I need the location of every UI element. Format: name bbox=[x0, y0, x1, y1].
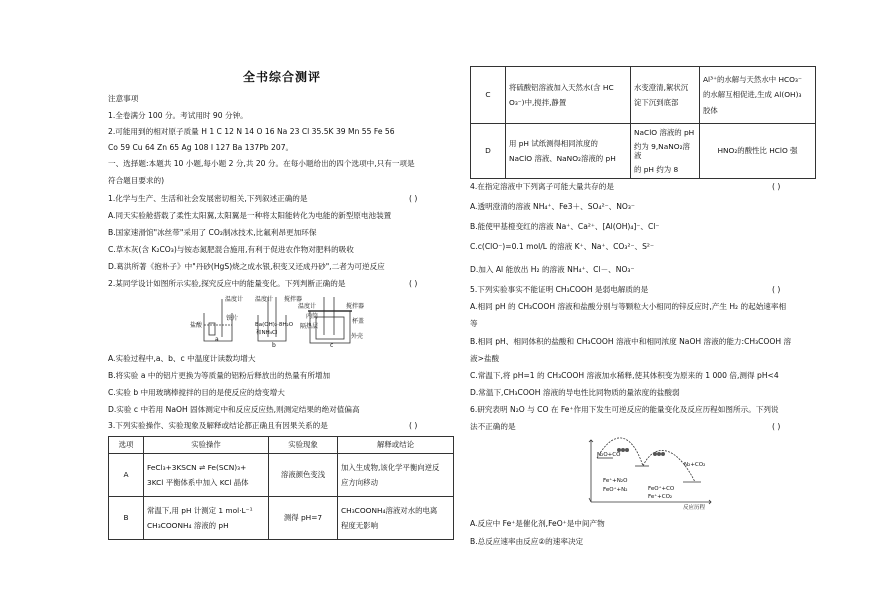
q6-option-b: B.总反应速率由反应②的速率决定 bbox=[470, 537, 584, 546]
table-cell bbox=[338, 454, 454, 497]
cell-line: Al³⁺的水解与天然水中 HCO₃⁻ bbox=[703, 75, 802, 85]
q5-option-c: C.常温下,将 pH=1 的 CH₃COOH 溶液加水稀释,使其体积变为原来的 1 000 倍,测得 pH<4 bbox=[470, 371, 779, 380]
q6-label-mid3: FeO⁺+CO bbox=[648, 486, 675, 492]
fig-label-reagent: Ba(OH)₂·8H₂O bbox=[255, 322, 294, 328]
q2-option-a: A.实验过程中,a、b、c 中温度计读数均增大 bbox=[108, 354, 256, 363]
fig-label-cup: 杯盖 bbox=[352, 318, 365, 325]
fig-label-thermo2: 温度计 bbox=[255, 296, 274, 303]
fig-label-iron: 铁片 bbox=[226, 315, 239, 322]
fig-label-outer: 外壳 bbox=[351, 333, 364, 340]
table-cell: A bbox=[109, 454, 144, 497]
table-cell bbox=[144, 454, 269, 497]
q2-option-c: C.实验 b 中用玻璃棒搅拌的目的是使反应的焓变增大 bbox=[108, 388, 285, 397]
notice-line3: Co 59 Cu 64 Zn 65 Ag 108 I 127 Ba 137Pb 207。 bbox=[108, 143, 294, 152]
cell-line: 淀下沉到底部 bbox=[634, 98, 679, 107]
q5-option-b-line2: 液>盐酸 bbox=[470, 354, 500, 363]
q5-stem: 5.下列实验事实不能证明 CH₃COOH 是弱电解质的是 bbox=[470, 285, 649, 294]
cell-line: CH₃COONH₄溶液对水的电离 bbox=[341, 505, 438, 515]
fig-label-stirrer2: 搅拌器 bbox=[346, 303, 365, 310]
cell-line: 程度无影响 bbox=[341, 521, 378, 530]
q6-x-axis-label: 反应历程 bbox=[683, 505, 706, 511]
q1-option-c: C.草木灰(含 K₂CO₃)与铵态氮肥混合施用,有利于促进农作物对肥料的吸收 bbox=[108, 245, 354, 254]
section-heading-line2: 符合题目要求的) bbox=[108, 176, 165, 185]
fig-label-nh4cl: 和NH₄Cl bbox=[256, 330, 278, 336]
notice-line2: 2.可能用到的相对原子质量 H 1 C 12 N 14 O 16 Na 23 Cl 35.5K 39 Mn 55 Fe 56 bbox=[108, 127, 395, 136]
q4-paren: ( ) bbox=[772, 182, 781, 191]
q1-stem: 1.化学与生产、生活和社会发展密切相关,下列叙述正确的是 bbox=[108, 194, 308, 203]
table-cell bbox=[338, 497, 454, 540]
table-cell bbox=[506, 124, 631, 179]
table-header: 实验操作 bbox=[144, 437, 269, 454]
table-cell: D bbox=[471, 124, 506, 179]
cell-line: 常温下,用 pH 计测定 1 mol·L⁻¹ bbox=[147, 505, 253, 515]
cell-line: 将硫酸铝溶液加入天然水(含 HC bbox=[509, 82, 614, 92]
cell-line: O₃⁻)中,搅拌,静置 bbox=[509, 98, 567, 107]
table-cell bbox=[506, 67, 631, 124]
cell-line: 的 pH 约为 8 bbox=[634, 165, 679, 175]
table-header: 实验现象 bbox=[269, 437, 338, 454]
q5-option-d: D.常温下,CH₃COOH 溶液的导电性比同物质的量浓度的盐酸弱 bbox=[470, 388, 680, 397]
q4-stem: 4.在指定溶液中下列离子可能大量共存的是 bbox=[470, 182, 614, 191]
q4-option-a: A.透明澄清的溶液 NH₄⁺、Fe3＋、SO₄²⁻、NO₃⁻ bbox=[470, 202, 635, 211]
q3-table-continued bbox=[470, 66, 816, 179]
table-row bbox=[109, 454, 454, 497]
table-row bbox=[471, 67, 816, 124]
q6-label-left: N₂O+CO bbox=[597, 452, 621, 458]
cell-line: 水变澄清,絮状沉 bbox=[634, 82, 689, 92]
notice-line1: 1.全卷满分 100 分。考试用时 90 分钟。 bbox=[108, 111, 248, 120]
page-title: 全书综合测评 bbox=[243, 70, 322, 84]
fig-label-thermo1: 温度计 bbox=[225, 296, 244, 303]
table-row bbox=[471, 124, 816, 179]
q2-stem: 2.某同学设计如图所示实验,探究反应中的能量变化。下列判断正确的是 bbox=[108, 279, 346, 288]
cell-line: FeCl₃+3KSCN ⇌ Fe(SCN)₃+ bbox=[147, 462, 247, 472]
cell-line: NaClO 溶液、NaNO₂溶液的 pH bbox=[509, 154, 616, 163]
table-cell: 测得 pH=7 bbox=[269, 497, 338, 540]
fig-label-b: b bbox=[272, 342, 276, 349]
q6-stem-line2: 法不正确的是 bbox=[470, 422, 516, 431]
q6-label-mid1: Fe⁺+N₂O bbox=[603, 478, 628, 484]
notice-heading: 注意事项 bbox=[108, 94, 139, 103]
table-header: 选项 bbox=[109, 437, 144, 454]
table-cell: 溶液颜色变浅 bbox=[269, 454, 338, 497]
q5-option-a-line1: A.相同 pH 的 CH₃COOH 溶液和盐酸分别与等颗粒大小相同的锌反应时,产生 H₂ 的起始速率相 bbox=[470, 302, 787, 311]
cell-line: NaClO 溶液的 pH bbox=[634, 127, 695, 137]
energy-curve bbox=[597, 438, 695, 482]
q3-stem: 3.下列实验操作、实验现象及解释或结论都正确且有因果关系的是 bbox=[108, 421, 328, 430]
fig-label-a: a bbox=[215, 336, 219, 343]
q1-paren: ( ) bbox=[409, 194, 418, 203]
table-cell bbox=[631, 67, 700, 124]
q1-option-b: B.国家速滑馆"冰丝带"采用了 CO₂制冰技术,比氟利昂更加环保 bbox=[108, 228, 317, 237]
cell-line: 3KCl 平衡体系中加入 KCl 晶体 bbox=[147, 478, 249, 487]
table-cell bbox=[700, 67, 816, 124]
cell-line: 应方向移动 bbox=[341, 478, 378, 487]
table-cell: C bbox=[471, 67, 506, 124]
q4-option-b: B.能使甲基橙变红的溶液 Na⁺、Ca²⁺、[Al(OH)₄]⁻、Cl⁻ bbox=[470, 222, 660, 231]
table-header-row bbox=[109, 437, 454, 454]
fig-label-acid: 盐酸 bbox=[190, 322, 203, 329]
q3-paren: ( ) bbox=[409, 421, 418, 430]
q4-option-c: C.c(ClO⁻)=0.1 mol/L 的溶液 K⁺、Na⁺、CO₃²⁻、S²⁻ bbox=[470, 242, 654, 251]
cell-line: CH₃COONH₄ 溶液的 pH bbox=[147, 521, 229, 530]
q2-option-b: B.将实验 a 中的铝片更换为等质量的铝粉后释放出的热量有所增加 bbox=[108, 371, 331, 380]
section-heading-line1: 一、选择题:本题共 10 小题,每小题 2 分,共 20 分。在每小题给出的四个选项中,只有一项是 bbox=[108, 159, 415, 168]
cell-line: 约为 9,NaNO₂溶液 bbox=[634, 141, 690, 160]
q5-paren: ( ) bbox=[772, 285, 781, 294]
cell-line: 胶体 bbox=[703, 105, 718, 115]
q2-paren: ( ) bbox=[409, 279, 418, 288]
table-header: 解释或结论 bbox=[338, 437, 454, 454]
q1-option-d: D.葛洪所著《抱朴子》中"丹砂(HgS)烧之成水银,积变又还成丹砂",二者为可逆反应 bbox=[108, 262, 385, 271]
q5-option-b-line1: B.相同 pH、相同体积的盐酸和 CH₃COOH 溶液中和相同浓度 NaOH 溶液的能力:CH₃COOH 溶 bbox=[470, 337, 792, 346]
q6-label-mid2: FeO⁺+N₂ bbox=[603, 487, 628, 493]
table-cell bbox=[631, 124, 700, 179]
cell-line: 加入生成物,该化学平衡向逆反 bbox=[341, 462, 440, 472]
fig-label-insulation: 隔热层 bbox=[300, 323, 319, 330]
q6-option-a: A.反应中 Fe⁺是催化剂,FeO⁺是中间产物 bbox=[470, 519, 605, 528]
q6-label-right: N₂+CO₂ bbox=[684, 462, 706, 468]
table-cell: B bbox=[109, 497, 144, 540]
fig-label-stirrer: 搅拌器 bbox=[284, 296, 303, 303]
q4-option-d: D.加入 Al 能放出 H₂ 的溶液 NH₄⁺、Cl－、NO₃⁻ bbox=[470, 265, 635, 274]
cell-line: 的水解互相促进,生成 Al(OH)₃ bbox=[703, 90, 802, 100]
fig-label-c: c bbox=[330, 342, 334, 349]
fig-label-inner: 内筒 bbox=[306, 313, 319, 320]
q6-paren: ( ) bbox=[772, 422, 781, 431]
table-row bbox=[109, 497, 454, 540]
cell-line: 用 pH 试纸测得相同浓度的 bbox=[509, 138, 598, 148]
q1-option-a: A.同天实验舱搭载了柔性太阳翼,太阳翼是一种将太阳能转化为电能的新型原电池装置 bbox=[108, 211, 392, 220]
q6-stem-line1: 6.研究表明 N₂O 与 CO 在 Fe⁺作用下发生可逆反应的能量变化及反应历程如图所示。下列说 bbox=[470, 405, 779, 414]
table-cell: HNO₂的酸性比 HClO 强 bbox=[700, 124, 816, 179]
q5-option-a-line2: 等 bbox=[470, 319, 478, 328]
q2-option-d: D.实验 c 中若用 NaOH 固体测定中和反应反应热,则测定结果的绝对值偏高 bbox=[108, 405, 360, 414]
q3-table bbox=[108, 436, 454, 540]
table-cell bbox=[144, 497, 269, 540]
fig-label-thermo3: 温度计 bbox=[298, 303, 317, 310]
q6-label-mid4: Fe⁺+CO₂ bbox=[648, 494, 673, 500]
